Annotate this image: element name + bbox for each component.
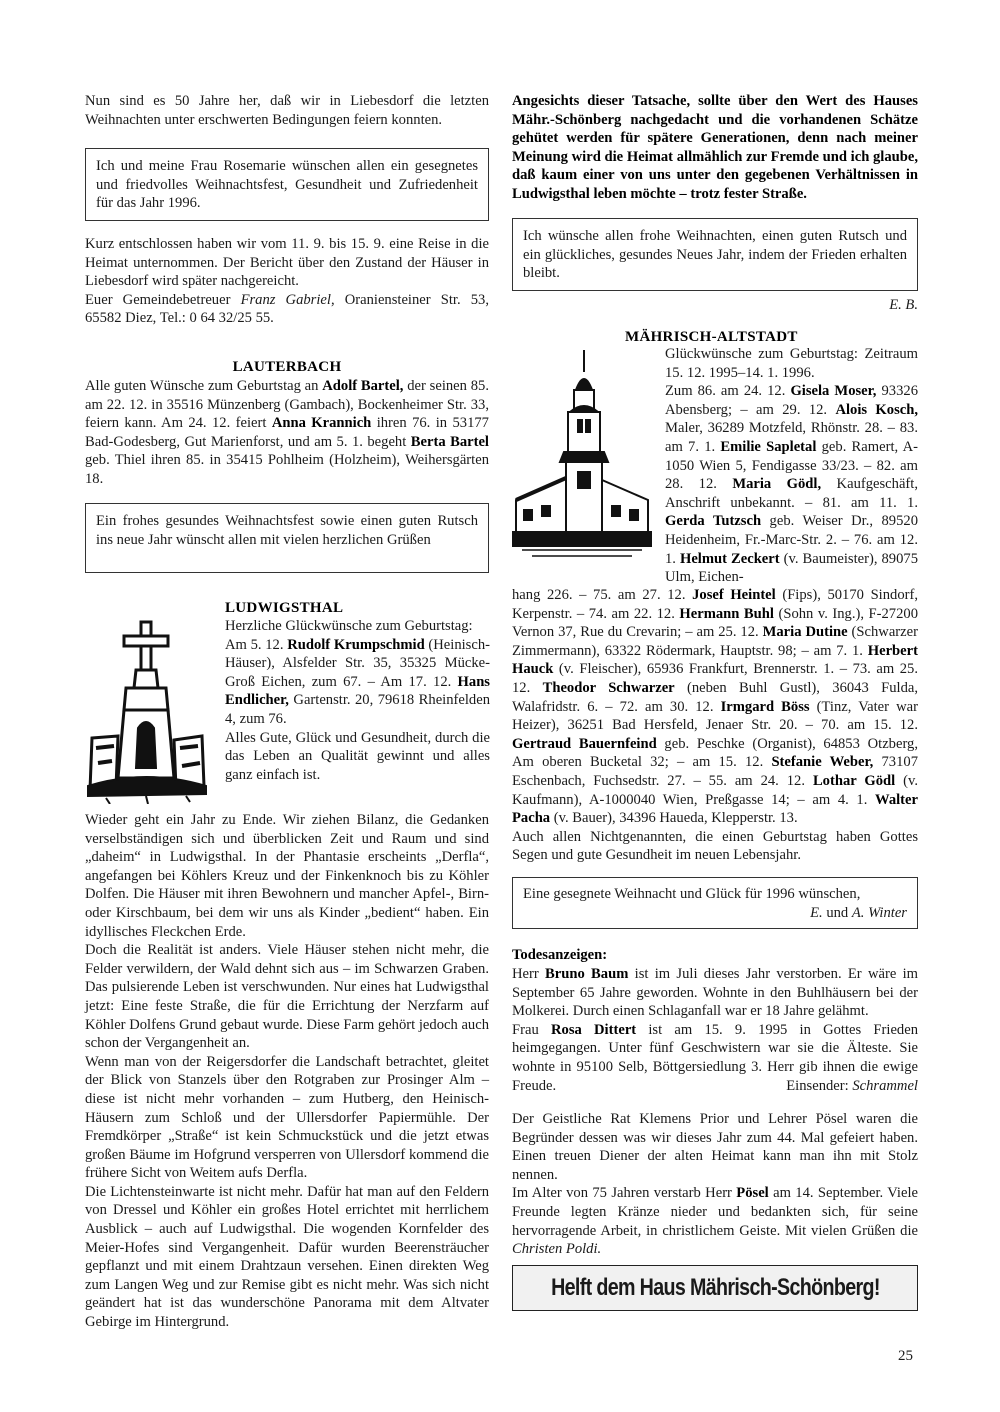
bold-name: Stefanie Weber, (771, 754, 874, 771)
bold-name: Berta Bartel (410, 433, 489, 450)
text-run: (Sohn v. Ing.), F-27200 Vernon 37, Rue du Crevarin; – am 25. 12. (512, 605, 918, 641)
text-run: Zum 86. am 24. 12. (665, 383, 791, 400)
text-run: (Heinisch-Häuser), Alsfelder Str. 35, 35325 Mücke-Groß Eichen, zum 67. – Am 17. 12. (225, 636, 491, 690)
bold-name: Rosa Dittert (550, 1021, 637, 1038)
bold-name: Gisela Moser, (790, 383, 877, 400)
greeting-box-winter (512, 877, 918, 929)
bold-name: Gertraud Bauernfeind (512, 735, 657, 752)
bold-name: Gerda Tutzsch (665, 513, 762, 530)
greeting-signature (523, 904, 907, 923)
text-run: Alles Gute, Glück und Gesundheit, durch die das Leben an Qualität gewinnt und alles ganz einfach ist. (225, 729, 490, 783)
essay-paragraph: Doch die Realität ist anders. Viele Häuser stehen nicht mehr, die Felder verwildern, der Wald dehnt sich aus – im Schwarzen Graben. Das pulsierende Leben ist verschwunden. Nur eines hat Ludwigsthal jetzt: Eine feste Straße, die für die Errichtung der Nerzfarm auf Köhler Dolfens Grund gebaut wurde. Diese Farm gehört jedoch auch schon der Vergangenheit an. (85, 942, 489, 1052)
bold-name: Pösel (736, 1185, 769, 1202)
text-run: Im Alter von 75 Jahren verstarb Herr (512, 1185, 737, 1202)
bold-name: Bruno Baum (545, 966, 629, 982)
text-run: geb. Weiser Dr., 89520 Heidenheim, Fr.-Marc-Str. 2. – 76. am 12. 1. (665, 513, 918, 567)
greeting-box-rosemarie (85, 148, 489, 221)
italic-text: Franz Gabriel (240, 291, 331, 308)
greeting-text (96, 512, 478, 549)
text-run: 93326 Abensberg; – am 29. 12. (665, 383, 918, 418)
bold-name: Angesichts dieser Tatsache, sollte über den Wert des Hauses Mähr.-Schönberg nachgedacht und die vorhandenen Schätze gehütet werden für spätere Generationen, denn nach meiner Meinung wird die Heimat allmählich zur Fremde und ich glaube, daß kaum einer von uns unter den gegebenen Verhältnissen in Ludwigsthal leben möchte – trotz fester Straße. (512, 93, 918, 202)
italic-text: Christen Poldi. (512, 1241, 602, 1258)
bold-name: Maria Dutine (762, 624, 848, 641)
greeting-text: Eine gesegnete Weihnacht und Glück für 1996 wünschen, (523, 886, 861, 902)
bold-name: Walter Pacha (512, 791, 918, 827)
bold-name: Hans Endlicher, (225, 673, 490, 709)
text-run: ist am 15. 9. 1995 in Gottes Frieden heimgegangen. Unter fünf Geschwistern war sie die Älteste. Sie wohnte in 95100 Selb, Böttgersiedlung 3. Herr gib ihnen die ewige Freude. (512, 1021, 918, 1094)
trip-paragraph (85, 235, 489, 328)
text-run: , Oraniensteiner Str. 53, 65582 Diez, Tel.: 0 64 32/25 55. (85, 291, 489, 327)
bold-name: Rudolf Krumpschmid (287, 636, 425, 653)
text-run: Frau (512, 1021, 551, 1038)
bold-name: Anna Krannich (271, 415, 372, 432)
text-run: der seinen 85. am 22. 12. in 35516 Münzenberg (Gambach), Bockenheimer Str. 33, feiern kann. Am 24. 12. feiert (85, 378, 489, 432)
church-tower-illustration (512, 350, 652, 562)
text-run: Alle guten Wünsche zum Geburtstag an (85, 378, 323, 394)
text-run: geb. Peschke (Organist), 64853 Otzberg, Am oberen Bucketal 32; – am 15. 12. (512, 735, 918, 771)
text-run: Ich und meine Frau Rosemarie wünschen allen ein gesegnetes und friedvolles Weihnachtsfest, Gesundheit und Zufriedenheit für das Jahr 1996. (96, 158, 478, 212)
bold-name: Helmut Zeckert (679, 550, 780, 567)
text-run: Einsender: (786, 1077, 853, 1094)
text-run: (v. Kaufmann), A-1000040 Wien, Preßgasse 14; – am 4. 1. (512, 772, 918, 808)
bold-name: Alois Kosch, (835, 401, 918, 418)
text-run: (Schwarzer Zimmermann), 63322 Rödermark, Hauptstr. 98; – am 7. 1. (512, 624, 918, 659)
text-run: Gartenstr. 20, 79618 Rheinfelden 4, zum 76. (225, 692, 490, 727)
text-run: Kurz entschlossen haben wir vom 11. 9. bis 15. 9. eine Reise in die Heimat unternommen. Der Bericht über den Zustand der Häuser in Liebesdorf wird später nachgereicht. (85, 236, 489, 290)
text-run: am 14. September. Viele Freunde legten Kränze nieder und bedankten sich, für seine hervorragende Arbeit, in christlichem Geiste. Mit vielen Grüßen die (512, 1185, 918, 1239)
section-heading-maehrisch-altstadt: MÄHRISCH-ALTSTADT (625, 329, 798, 345)
text-run: Am 5. 12. (225, 636, 288, 653)
bold-name: Maria Gödl, (732, 476, 822, 493)
text-run: Herr (512, 966, 546, 982)
intro-paragraph (85, 92, 489, 129)
text-run: Ich wünsche allen frohe Weihnachten, einen guten Rutsch und ein glückliches, gesundes Neues Jahr, indem der Frieden erhalten bleibt. (523, 228, 907, 282)
text-run: (v. Baumeister), 89075 Ulm, Eichen- (665, 550, 918, 586)
greeting-box-eb (512, 218, 918, 291)
essay-paragraph: Wenn man von der Reigersdorfer die Landschaft betrachtet, gleitet der Blick von Stanzels über den Rotgraben zur Prosinger Alm – diese ist nicht mehr vorhanden – zum Hutberg, den Heinisch-Häusern zum Schloß und der Ullersdorfer Papiermühle. Der Fremdkörper „Straße“ ist kein Schmuckstück und die jetzt etwas großen Bäume im Hofgrund versperren von Ullersdorf kommend die frühere Sicht von Weitem aufs Derfla. (85, 1053, 489, 1182)
italic-text: Schrammel (852, 1077, 918, 1094)
text-run: (Fips), 50170 Sindorf, Kerpenstr. – 74. am 22. 12. (512, 587, 918, 622)
text-run: ist im Juli dieses Jahr verstorben. Er wäre im September 65 Jahre geworden. Wohnte in den Buhlhäusern bei der Molkerei. Durch einen Schlaganfall war er 18 Jahre gelähmt. (512, 966, 919, 1020)
text-run: Der Geistliche Rat Klemens Prior und Lehrer Pösel waren die Begründer dessen was wir dieses Jahr zum 44. Mal gefeiert haben. Einen treuen Diener der alten Heimat kann man ihn mit Stolz nennen. (512, 1111, 918, 1183)
text-run: Herzliche Glückwünsche zum Geburtstag: (225, 618, 473, 634)
text-run: Euer Gemeindebetreuer (85, 291, 241, 308)
banner-text: Helft dem Haus Mährisch-Schönberg! (550, 1274, 880, 1301)
support-banner (512, 1265, 918, 1311)
bold-name: Theodor Schwarzer (542, 679, 675, 696)
text-run: geb. Ramert, A-1050 Wien 5, Fendigasse 33/23. – 82. am 28. 12. (665, 438, 918, 493)
text-run: ihren 76. in 53177 Bad-Godesberg, Gut Marienforst, und am 5. 1. begeht (85, 415, 489, 450)
greeting-text (523, 227, 907, 283)
text-run: Nun sind es 50 Jahre her, daß wir in Liebesdorf die letzten Weihnachten unter erschwerten Bedingungen feiern konnten. (85, 93, 489, 128)
page-number: 25 (898, 1348, 913, 1364)
text-run: Glückwünsche zum Geburtstag: Zeitraum 15. 12. 1995–14. 1. 1996. (665, 346, 918, 381)
bold-name: Hermann Buhl (679, 605, 774, 622)
bold-appeal-paragraph (512, 92, 918, 204)
text-run: (v. Bauer), 34396 Haueda, Klepperstr. 13. (550, 810, 798, 827)
text-run: Maler, 36289 Motzfeld, Rhönstr. 28. – 83. am 7. 1. (665, 420, 918, 455)
bold-name: Emilie Sapletal (720, 438, 817, 455)
section-heading-ludwigsthal: LUDWIGSTHAL (225, 600, 344, 616)
text-run: Auch allen Nichtgenannten, die einen Geburtstag haben Gottes Segen und gute Gesundheit im neuen Lebensjahr. (512, 828, 918, 864)
altstadt-birthdays-bottom (512, 586, 918, 865)
essay-paragraph: Die Lichtensteinwarte ist nicht mehr. Dafür hat man auf den Feldern von Dressel und Köhler ein großes Hotel errichtet mit herrlichem Ausblick – auch auf Ludwigsthal. Die wogenden Kornfelder des Meier-Hofes sind Vergangenheit. Dafür wurden Beerensträucher gepflanzt und mit einem Drahtzaun versehen. Einen direkten Weg zum Langen Weg und zur Remise gibt es nicht mehr. Was sich nicht geändert hat ist das wunderschöne Panorama mit dem Altvater Gebirge im Hintergrund. (85, 1183, 489, 1331)
poesel-paragraph (512, 1110, 918, 1259)
obituaries-paragraph (512, 966, 918, 1094)
text-run: Kaufgeschäft, Anschrift unbekannt. – 81. am 11. 1. (665, 476, 918, 511)
greeting-box-lauterbach (85, 503, 489, 573)
obituaries-heading: Todesanzeigen: (512, 947, 608, 963)
bold-name: Lothar Gödl (812, 772, 896, 789)
ludwigsthal-birthdays (225, 617, 490, 784)
italic-text: E. (810, 904, 823, 921)
text-run: Ein frohes gesundes Weihnachtsfest sowie einen guten Rutsch ins neue Jahr wünscht allen mit vielen herzlichen Grüßen (96, 513, 478, 548)
bold-name: Herbert Hauck (512, 642, 918, 678)
section-heading-lauterbach: LAUTERBACH (232, 359, 342, 375)
text-run: hang 226. – 75. am 27. 12. (512, 587, 693, 603)
text-run: (neben Buhl Gustl), 36043 Fulda, Walafridstr. 6. – 72. am 30. 12. (512, 679, 918, 715)
bold-name: Irmgard Böss (720, 698, 810, 715)
signature-eb: E. B. (889, 297, 918, 313)
lauterbach-paragraph (85, 377, 489, 489)
ludwigsthal-essay (85, 811, 489, 1332)
text-run: geb. Thiel ihren 85. in 35415 Pohlheim (Holzheim), Weihersgärten 18. (85, 452, 489, 487)
bold-name: Josef Heintel (692, 587, 776, 603)
altstadt-birthdays-top (665, 345, 918, 587)
text-run: (v. Fleischer), 65936 Frankfurt, Brennerstr. 1. – 73. am 25. 12. (512, 661, 918, 696)
essay-paragraph: Wieder geht ein Jahr zu Ende. Wir ziehen Bilanz, die Gedanken verselbständigen sich und überblicken Zeit und Raum und sind „daheim“ in Ludwigsthal. In der Phantasie erscheints „Derfla“, angefangen bei Köhlers Kreuz und der Finkenknoch bis zu Köhler Dolfen. Die Häuser mit ihren Bewohnern und mancher Apfel-, Birn- oder Kirschbaum, bei dem wir uns als Kinder „bedient“ haben. Ein idyllisches Fleckchen Erde. (85, 812, 489, 940)
text-run: 73107 Eschenbach, Fuchsedstr. 27. – 55. am 24. 12. (512, 754, 918, 789)
obituaries-sender (786, 1077, 918, 1096)
obituaries-block (512, 965, 918, 1095)
text-run: und (822, 904, 852, 921)
bold-name: Adolf Bartel, (322, 378, 404, 394)
text-run: (Tinz, Vater war Heizer), 36251 Bad Hersfeld, Jenaer Str. 20. – 70. am 15. 12. (512, 698, 918, 734)
italic-text: A. Winter (851, 904, 907, 921)
wayside-cross-illustration (86, 618, 208, 804)
greeting-text (96, 157, 478, 213)
